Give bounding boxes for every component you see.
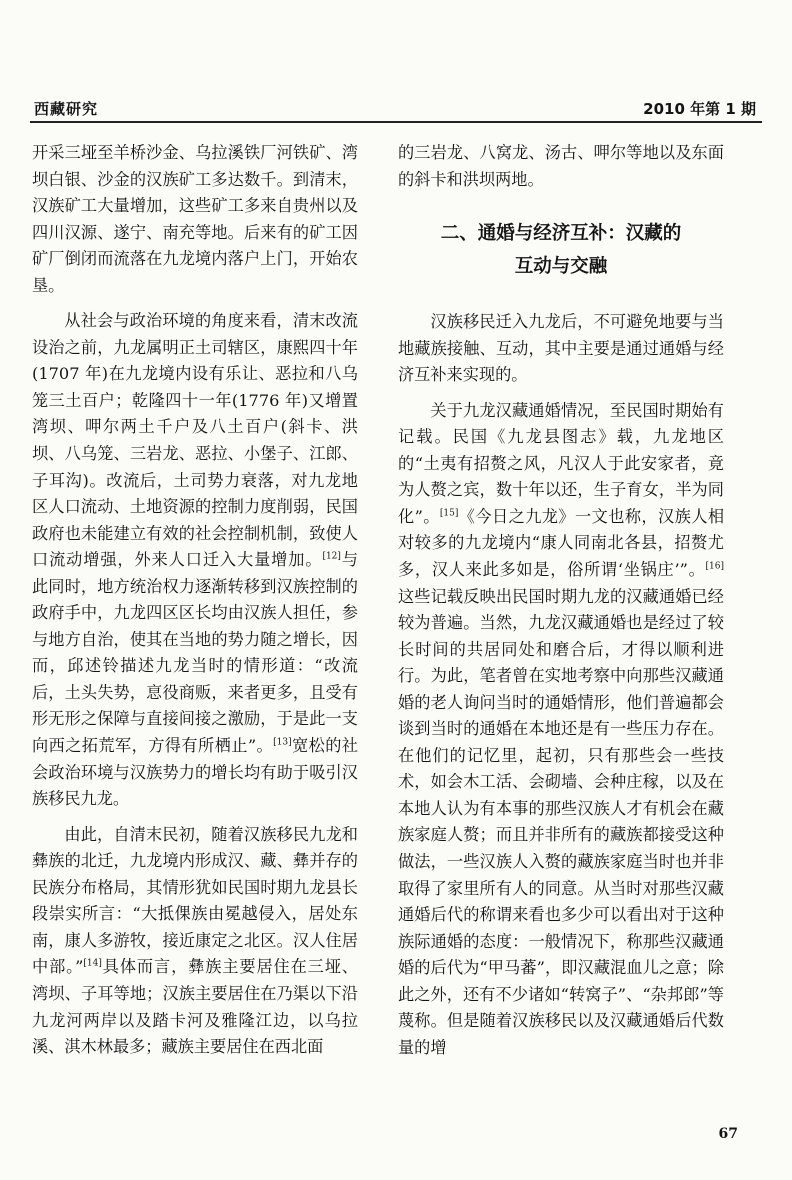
running-header — [30, 96, 762, 120]
paragraph-ethnic-distribution — [32, 822, 358, 1061]
footnote-ref-12[interactable]: [12] — [322, 551, 341, 562]
paragraph-text: 《今日之九龙》一文也称，汉族人相对较多的九龙境内“康人同南北各县，招赘尤多，汉人来此多如是，俗所谓‘坐锅庄’”。 — [398, 506, 725, 580]
paragraph-text: 关于九龙汉藏通婚情况，至民国时期始有记载。民国《九龙县图志》载，九龙地区的“土夷有招赘之风，凡汉人于此安家者，竟为人赘之宾，数十年以还，生子育女，半为同化”。 — [398, 400, 724, 526]
paragraph-text: 从社会与政治环境的角度来看，清末改流设治之前，九龙属明正土司辖区，康熙四十年(1707 年)在九龙境内设有乐让、恶拉和八乌笼三土百户；乾隆四十一年(1776 年)又增置湾坝、呷尔两土千户及八土百户(斜卡、洪坝、八乌笼、三岩龙、恶拉、小堡子、江郎、子耳沟)。改流后，土司势力衰落，对九龙地区人口流动、土地资源的控制力度削弱，民国政府也未能建立有效的社会控制机制，致使人口流动增强，外来人口迁入大量增加。 — [32, 311, 358, 570]
footnote-ref-13[interactable]: [13] — [273, 737, 292, 748]
footnote-ref-15[interactable]: [15] — [439, 508, 459, 519]
paragraph-continued — [32, 140, 358, 299]
paragraph-text: 汉族移民迁入九龙后，不可避免地要与当地藏族接触、互动，其中主要是通过通婚与经济互补来实现的。 — [398, 312, 724, 385]
footnote-ref-16[interactable]: [16] — [705, 561, 724, 572]
section-heading-line-2: 互动与交融 — [514, 256, 608, 278]
issue-label: 2010 年第 1 期 — [643, 100, 756, 118]
left-column — [32, 140, 358, 1061]
paragraph-text: 与此同时，地方统治权力逐渐转移到汉族控制的政府手中，九龙四区区长均由汉族人担任，参与地方自治，使其在当地的势力随之增长，因而，邱述铃描述九龙当时的情形道：“改流后，土头失势，恴役商贩，来者更多，且受有形无形之保障与直接间接之激励，于是此一支向西之拓荒军，方得有所栖止”。 — [32, 550, 359, 756]
section-heading — [398, 217, 724, 283]
paragraph-continued — [398, 140, 724, 193]
paragraph-intro — [398, 309, 724, 389]
paragraph-text: 由此，自清末民初，随着汉族移民九龙和彝族的北迁，九龙境内形成汉、藏、彝并存的民族分布格局，其情形犹如民国时期九龙县长段崇实所言：“大抵倮族由冕越侵入，居处东南，康人多游牧，接近康定之北区。汉人住居中部。” — [32, 824, 358, 977]
header-rule — [30, 121, 762, 123]
paragraph-text: 开采三垭至羊桥沙金、乌拉溪铁厂河铁矿、湾坝白银、沙金的汉族矿工多达数千。到清末，汉族矿工大量增加，这些矿工多来自贵州以及四川汉源、遂宁、南充等地。后来有的矿工因矿厂倒闭而流落在九龙境内落户上门，开始农垦。 — [32, 143, 358, 295]
paragraph-text: 具体而言，彝族主要居住在三垭、湾坝、子耳等地；汉族主要居住在乃渠以下沿九龙河两岸以及踏卡河及雅隆江边，以乌拉溪、淇木林最多；藏族主要居住在西北面 — [32, 957, 358, 1057]
right-column — [398, 140, 724, 1061]
paragraph-social-environment — [32, 308, 358, 812]
page-number: 67 — [718, 1126, 738, 1142]
paragraph-text: 的三岩龙、八窝龙、汤古、呷尔等地以及东面的斜卡和洪坝两地。 — [398, 143, 724, 189]
paragraph-intermarriage — [398, 398, 724, 1062]
journal-name: 西藏研究 — [34, 100, 99, 118]
section-heading-line-1: 二、通婚与经济互补：汉藏的 — [440, 223, 682, 245]
paragraph-text: 这些记载反映出民国时期九龙的汉藏通婚已经较为普遍。当然，九龙汉藏通婚也是经过了较长时间的共居同处和磨合后，才得以顺利进行。为此，笔者曾在实地考察中向那些汉藏通婚的老人询问当时的通婚情形，他们普遍都会谈到当时的通婚在本地还是有一些压力存在。在他们的记忆里，起初，只有那些会一些技术，如会木工活、会砌墙、会种庄稼，以及在本地人认为有本事的那些汉族人才有机会在藏族家庭人赘；而且并非所有的藏族都接受这种做法，一些汉族人入赘的藏族家庭当时也并非取得了家里所有人的同意。从当时对那些汉藏通婚后代的称谓来看也多少可以看出对于这种族际通婚的态度：一般情况下，称那些汉藏通婚的后代为“甲马蕃”，即汉藏混血儿之意；除此之外，还有不少诸如“转窝子”、“杂邦郎”等蔑称。但是随着汉族移民以及汉藏通婚后代数量的增 — [398, 586, 724, 1057]
footnote-ref-14[interactable]: [14] — [83, 959, 102, 970]
paragraph-text: 宽松的社会政治环境与汉族势力的增长均有助于吸引汉族移民九龙。 — [32, 736, 358, 809]
